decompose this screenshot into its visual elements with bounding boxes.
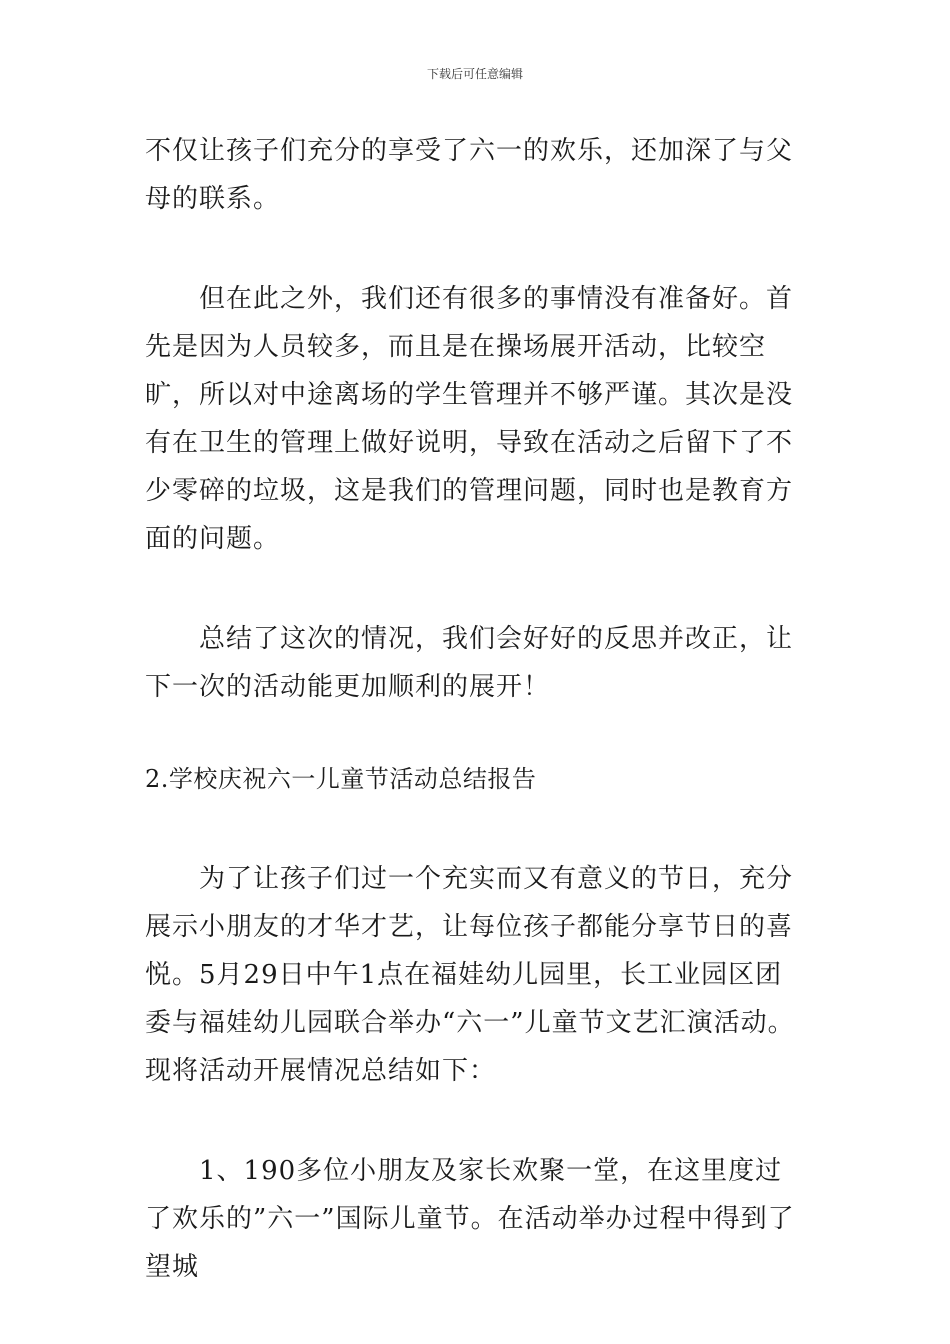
paragraph-continuation: 不仅让孩子们充分的享受了六一的欢乐，还加深了与父母的联系。 bbox=[145, 136, 794, 214]
page-header: 下载后可任意编辑 bbox=[426, 67, 523, 81]
paragraph-problems: 但在此之外，我们还有很多的事情没有准备好。首先是因为人员较多，而且是在操场展开活动，比较空旷，所以对中途离场的学生管理并不够严谨。其次是没有在卫生的管理上做好说明，导致在活动之后留下了不少零碎的垃圾，这是我们的管理问题，同时也是教育方面的问题。 bbox=[145, 284, 794, 554]
section-heading: 2.学校庆祝六一儿童节活动总结报告 bbox=[145, 765, 537, 793]
document-body bbox=[145, 127, 809, 1291]
paragraph-conclusion: 总结了这次的情况，我们会好好的反思并改正，让下一次的活动能更加顺利的展开！ bbox=[145, 624, 794, 702]
paragraph-item-1: 1、190多位小朋友及家长欢聚一堂，在这里度过了欢乐的”六一”国际儿童节。在活动举办过程中得到了望城 bbox=[145, 1156, 795, 1282]
paragraph-intro: 为了让孩子们过一个充实而又有意义的节日，充分展示小朋友的才华才艺，让每位孩子都能分享节日的喜悦。5月29日中午1点在福娃幼儿园里，长工业园区团委与福娃幼儿园联合举办“六一”儿童节文艺汇演活动。现将活动开展情况总结如下： bbox=[145, 864, 795, 1086]
